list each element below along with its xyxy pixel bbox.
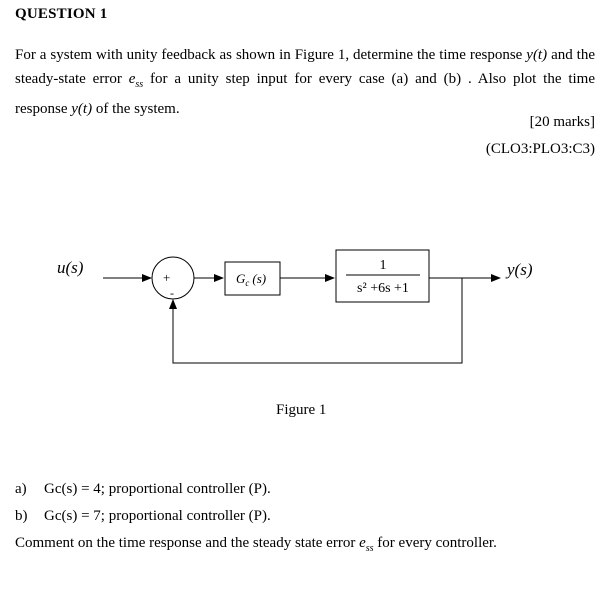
case-a-label: a) — [15, 481, 27, 497]
plus-sign: + — [163, 270, 171, 285]
controller-label: $G_c$ (s) — [236, 271, 267, 288]
comment-text-2: for every controller. — [373, 535, 497, 551]
minus-sign: - — [170, 286, 174, 300]
y-of-t: y(t) — [526, 47, 548, 63]
block-diagram — [0, 230, 609, 390]
para-text-3: for a unity step input for every case (a) and (b) . Also plot the time response — [15, 71, 595, 117]
output-label: y(s) — [507, 260, 533, 279]
para-text-4: of the system. — [92, 101, 180, 117]
figure-caption: Figure 1 — [276, 402, 327, 418]
para-text-1: For a system with unity feedback as shown in Figure 1, determine the time response — [15, 47, 527, 63]
comment-text-1: Comment on the time response and the steady state error — [15, 535, 360, 551]
marks-label: [20 marks] — [529, 114, 595, 130]
y-of-t-2: y(t) — [71, 101, 93, 117]
question-heading: QUESTION 1 — [15, 6, 108, 22]
para-text-2: and the steady-state error — [15, 47, 595, 87]
case-b — [15, 508, 271, 525]
question-paragraph — [15, 43, 595, 121]
case-a-text: Gc(s) = 4; proportional controller (P). — [44, 481, 271, 497]
clo-label: (CLO3:PLO3:C3) — [485, 141, 595, 157]
case-b-text: Gc(s) = 7; proportional controller (P). — [44, 508, 271, 524]
ess-symbol: $e_{ss}$ — [128, 71, 144, 90]
plant-denominator: s² +6s +1 — [357, 281, 409, 296]
case-a — [15, 481, 271, 498]
plant-numerator: 1 — [379, 258, 387, 273]
input-label: u(s) — [57, 258, 84, 277]
case-b-label: b) — [15, 508, 28, 524]
comment-ess-symbol: $e_{ss}$ — [359, 535, 374, 554]
comment-line — [15, 535, 497, 554]
